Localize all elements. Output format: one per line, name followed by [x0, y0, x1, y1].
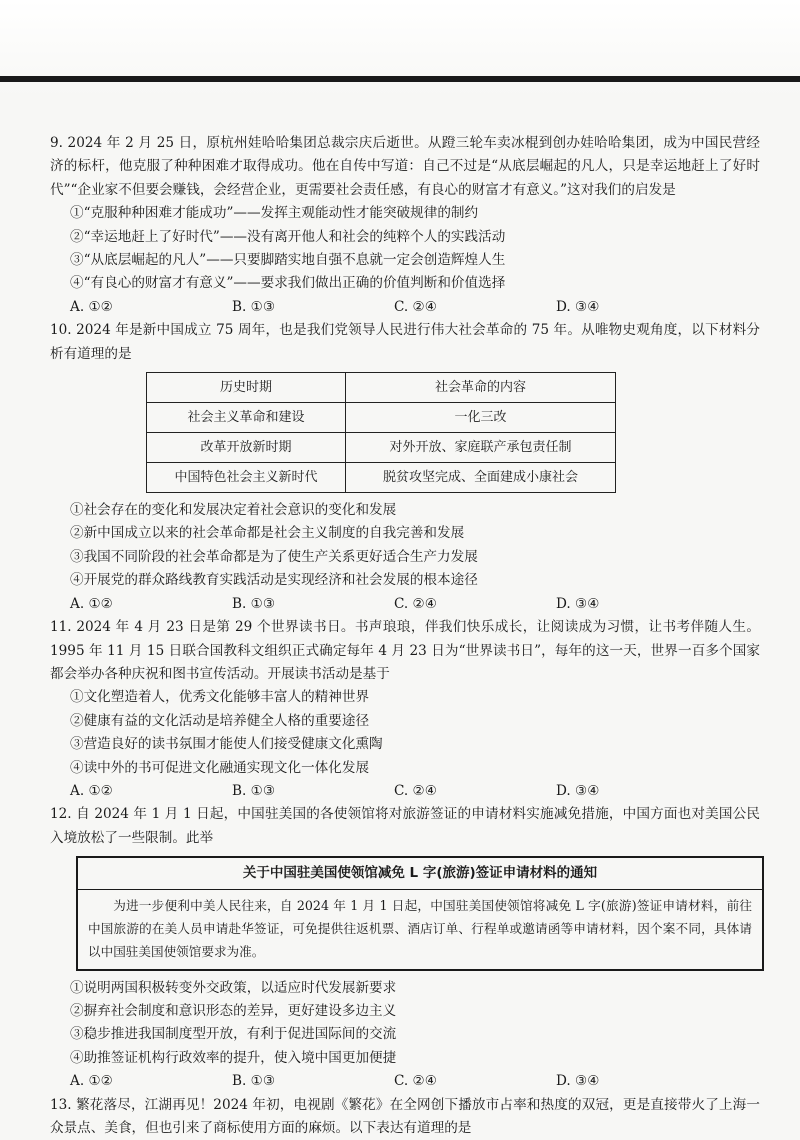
notice-body: 为进一步便利中美人民往来，自 2024 年 1 月 1 日起，中国驻美国使领馆将减免 L 字(旅游)签证申请材料，前往中国旅游的在美人员申请赴华签证，可免提供往返机票、酒店订单、行程单或邀请函等申请材料，因个案不同，具体请以中国驻美国使领馆要求为准。	[88, 897, 752, 959]
table-cell: 中国特色社会主义新时代	[147, 463, 346, 493]
choice-c: C. ②④	[394, 782, 437, 799]
table-row	[147, 463, 616, 493]
question-12-option: ①说明两国积极转变外交政策，以适应时代发展新要求	[70, 979, 397, 996]
question-9	[50, 132, 760, 319]
question-13-stem: 13. 繁花落尽，江湖再见！2024 年初，电视剧《繁花》在全网创下播放市占率和热度的双冠，更是直接带火了上海一众景点、美食，但也引来了商标使用方面的麻烦。以下表达有道理的是	[50, 1096, 760, 1136]
choice-d: D. ③④	[556, 782, 600, 799]
choice-b: B. ①③	[232, 782, 276, 799]
choice-c: C. ②④	[394, 298, 437, 315]
question-10-choices	[50, 593, 760, 616]
table-cell: 一化三改	[346, 403, 616, 433]
question-11-option: ④读中外的书可促进文化融通实现文化一体化发展	[70, 759, 370, 776]
question-11	[50, 616, 760, 803]
table-cell: 改革开放新时期	[147, 433, 346, 463]
choice-d: D. ③④	[556, 595, 600, 612]
question-12-option: ②摒弃社会制度和意识形态的差异，更好建设多边主义	[70, 1002, 397, 1019]
history-table	[146, 372, 616, 493]
question-12-choices	[50, 1070, 760, 1093]
table-row	[147, 403, 616, 433]
choice-a: A. ①②	[70, 298, 113, 315]
question-12-option: ③稳步推进我国制度型开放，有利于促进国际间的交流	[70, 1026, 397, 1043]
question-10-option: ②新中国成立以来的社会革命都是社会主义制度的自我完善和发展	[70, 525, 465, 542]
question-11-option: ①文化塑造着人，优秀文化能够丰富人的精神世界	[70, 689, 370, 706]
choice-b: B. ①③	[232, 298, 276, 315]
table-cell: 脱贫攻坚完成、全面建成小康社会	[346, 463, 616, 493]
question-10-option: ③我国不同阶段的社会革命都是为了使生产关系更好适合生产力发展	[70, 548, 478, 565]
question-11-option: ②健康有益的文化活动是培养健全人格的重要途径	[70, 712, 370, 729]
question-9-option: ③“从底层崛起的凡人”——只要脚踏实地自强不息就一定会创造辉煌人生	[70, 252, 506, 269]
question-12-option: ④助推签证机构行政效率的提升，使入境中国更加便捷	[70, 1049, 397, 1066]
question-11-stem: 11. 2024 年 4 月 23 日是第 29 个世界读书日。书声琅琅，伴我们快乐成长，让阅读成为习惯，让书考伴随人生。1995 年 11 月 15 日联合国教科文组织正式确定每年 4 月 23 日为“世界读书日”，每年的这一天，世界一百多个国家都会举办各种庆祝和图书宣传活动。开展读书活动是基于	[50, 619, 760, 682]
question-9-option: ④“有良心的财富才有意义”——要求我们做出正确的价值判断和价值选择	[70, 275, 506, 292]
question-10-option: ①社会存在的变化和发展决定着社会意识的变化和发展	[70, 502, 397, 519]
notice-title: 关于中国驻美国使领馆减免 L 字(旅游)签证申请材料的通知	[78, 862, 762, 889]
visa-notice-box	[76, 856, 764, 970]
table-row	[147, 433, 616, 463]
choice-b: B. ①③	[232, 1073, 276, 1090]
question-11-option: ③营造良好的读书氛围才能使人们接受健康文化熏陶	[70, 736, 383, 753]
choice-c: C. ②④	[394, 1073, 437, 1090]
question-10-option: ④开展党的群众路线教育实践活动是实现经济和社会发展的根本途径	[70, 572, 478, 589]
question-13	[50, 1094, 760, 1140]
table-header: 历史时期	[147, 373, 346, 403]
question-9-choices	[50, 296, 760, 319]
question-10-stem: 10. 2024 年是新中国成立 75 周年，也是我们党领导人民进行伟大社会革命的 75 年。从唯物史观角度，以下材料分析有道理的是	[50, 322, 760, 362]
question-9-stem: 9. 2024 年 2 月 25 日，原杭州娃哈哈集团总裁宗庆后逝世。从蹬三轮车卖冰棍到创办娃哈哈集团，成为中国民营经济的标杆，他克服了种种困难才取得成功。他在自传中写道：自己不过是“从底层崛起的凡人，只是幸运地赶上了好时代”“企业家不但要会赚钱，会经营企业，更需要社会责任感，有良心的财富才有意义。”这对我们的启发是	[50, 135, 760, 198]
question-12-stem: 12. 自 2024 年 1 月 1 日起，中国驻美国的各使领馆将对旅游签证的申请材料实施减免措施，中国方面也对美国公民入境放松了一些限制。此举	[50, 806, 760, 846]
choice-c: C. ②④	[394, 595, 437, 612]
choice-d: D. ③④	[556, 298, 600, 315]
choice-d: D. ③④	[556, 1073, 600, 1090]
exam-page	[50, 132, 760, 1140]
question-9-option: ①“克服种种困难才能成功”——发挥主观能动性才能突破规律的制约	[70, 205, 479, 222]
table-header: 社会革命的内容	[346, 373, 616, 403]
choice-b: B. ①③	[232, 595, 276, 612]
table-cell: 社会主义革命和建设	[147, 403, 346, 433]
question-12	[50, 803, 760, 1093]
question-9-option: ②“幸运地赶上了好时代”——没有离开他人和社会的纯粹个人的实践活动	[70, 228, 506, 245]
choice-a: A. ①②	[70, 1073, 113, 1090]
table-cell: 对外开放、家庭联产承包责任制	[346, 433, 616, 463]
question-11-choices	[50, 780, 760, 803]
question-10	[50, 319, 760, 616]
choice-a: A. ①②	[70, 595, 113, 612]
choice-a: A. ①②	[70, 782, 113, 799]
scan-top-rule	[0, 76, 800, 82]
